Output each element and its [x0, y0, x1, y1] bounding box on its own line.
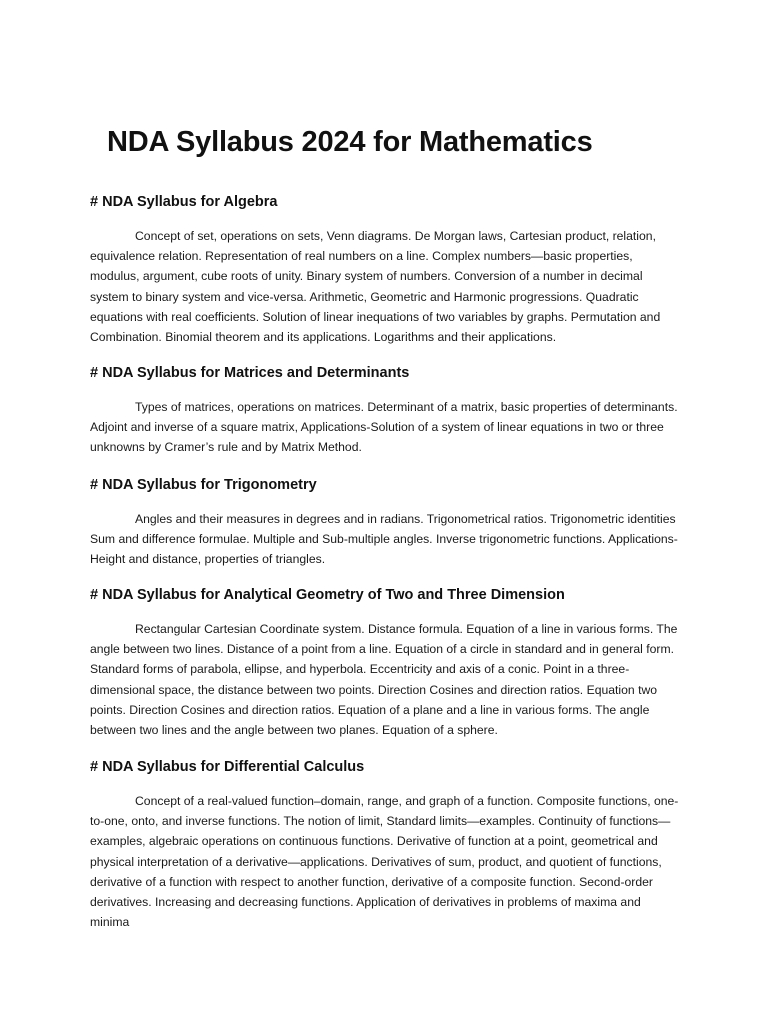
section-differential-calculus — [90, 757, 680, 932]
section-body: Concept of set, operations on sets, Venn diagrams. De Morgan laws, Cartesian product, relation, equivalence relation. Representation of real numbers on a line. Complex numbers—basic properties, modulus, argument, cube roots of unity. Binary system of numbers. Conversion of a number in decimal system to binary system and vice-versa. Arithmetic, Geometric and Harmonic progressions. Quadratic equations with real coefficients. Solution of linear inequations of two variables by graphs. Permutation and Combination. Binomial theorem and its applications. Logarithms and their applications. — [90, 229, 661, 345]
section-matrices-determinants — [90, 363, 680, 458]
section-heading: # NDA Syllabus for Trigonometry — [90, 477, 317, 493]
section-body: Rectangular Cartesian Coordinate system. Distance formula. Equation of a line in various forms. The angle between two lines. Distance of a point from a line. Equation of a circle in standard and in general form. Standard forms of parabola, ellipse, and hyperbola. Eccentricity and axis of a conic. Point in a three-dimensional space, the distance between two points. Direction Cosines and direction ratios. Equation two points. Direction Cosines and direction ratios. Equation of a plane and a line in various forms. The angle between two lines and the angle between two planes. Equation of a sphere. — [90, 622, 678, 738]
section-trigonometry — [90, 475, 680, 570]
section-body: Angles and their measures in degrees and in radians. Trigonometrical ratios. Trigonometric identities Sum and difference formulae. Multiple and Sub-multiple angles. Inverse trigonometric functions. Applications-Height and distance, properties of triangles. — [90, 512, 678, 567]
section-heading: # NDA Syllabus for Matrices and Determinants — [90, 365, 410, 381]
section-heading: # NDA Syllabus for Algebra — [90, 194, 278, 210]
section-heading: # NDA Syllabus for Analytical Geometry of Two and Three Dimension — [90, 587, 565, 603]
section-body: Types of matrices, operations on matrices. Determinant of a matrix, basic properties of determinants. Adjoint and inverse of a square matrix, Applications-Solution of a system of linear equations in two or three unknowns by Cramer’s rule and by Matrix Method. — [90, 400, 678, 455]
section-body: Concept of a real-valued function–domain, range, and graph of a function. Composite functions, one-to-one, onto, and inverse functions. The notion of limit, Standard limits—examples. Continuity of functions—examples, algebraic operations on continuous functions. Derivative of function at a point, geometrical and physical interpretation of a derivative—applications. Derivatives of sum, product, and quotient of functions, derivative of a function with respect to another function, derivative of a composite function. Second-order derivatives. Increasing and decreasing functions. Application of derivatives in problems of maxima and minima — [90, 794, 679, 930]
section-analytical-geometry — [90, 585, 680, 740]
page-title: NDA Syllabus 2024 for Mathematics — [107, 126, 593, 158]
section-algebra — [90, 192, 680, 347]
section-heading: # NDA Syllabus for Differential Calculus — [90, 759, 365, 775]
